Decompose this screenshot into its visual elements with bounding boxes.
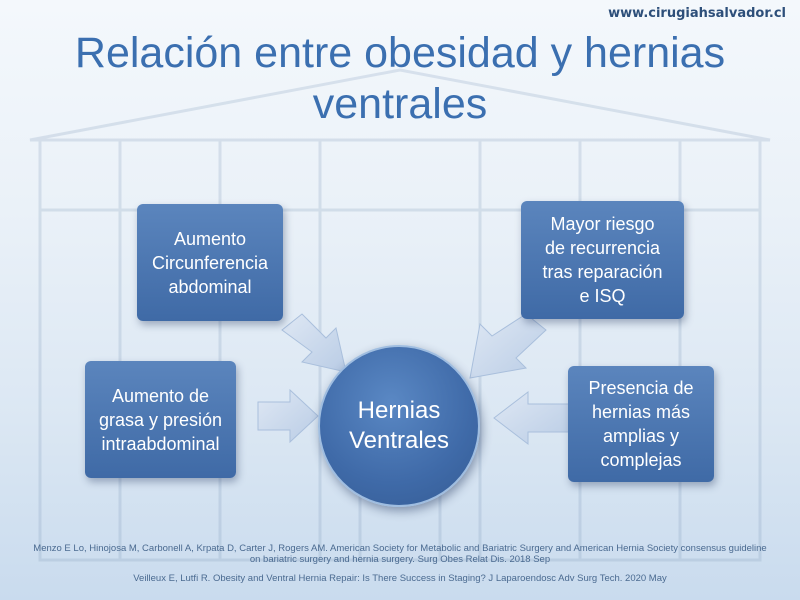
box-mayor-riesgo (521, 201, 684, 319)
references (30, 543, 770, 584)
box-aumento-grasa (85, 361, 236, 478)
box-aumento-circunferencia (137, 204, 283, 321)
arrow-right (494, 392, 572, 444)
reference-1: Menzo E Lo, Hinojosa M, Carbonell A, Krpata D, Carter J, Rogers AM. American Society for Metabolic and Bariatric Surgery and American Hernia Society consensus guideline on bariatric surgery and hernia surgery. Surg Obes Relat Dis. 2018 Sep (33, 543, 767, 565)
box-presencia-hernias (568, 366, 714, 482)
slide-title (40, 28, 760, 130)
arrow-top-left (282, 314, 346, 372)
center-hernias-ventrales (318, 345, 480, 507)
box-mayor-riesgo-label: Mayor riesgo de recurrencia tras reparación e ISQ (542, 214, 663, 306)
background-building-image (0, 60, 800, 600)
box-presencia-hernias-label: Presencia de hernias más amplias y complejas (588, 378, 694, 470)
box-aumento-grasa-label: Aumento de grasa y presión intraabdominal (98, 385, 223, 454)
arrow-top-right (470, 314, 546, 378)
center-label: Hernias Ventrales (348, 397, 450, 454)
site-url: www.cirugiahsalvador.cl (608, 6, 786, 21)
arrow-left (258, 390, 318, 442)
reference-2: Veilleux E, Lutfi R. Obesity and Ventral Hernia Repair: Is There Success in Staging? J Laparoendosc Adv Surg Tech. 2020 May (133, 573, 667, 584)
slide-title-text: Relación entre obesidad y hernias ventrales (74, 29, 726, 128)
box-aumento-circunferencia-label: Aumento Circunferencia abdominal (151, 228, 269, 297)
